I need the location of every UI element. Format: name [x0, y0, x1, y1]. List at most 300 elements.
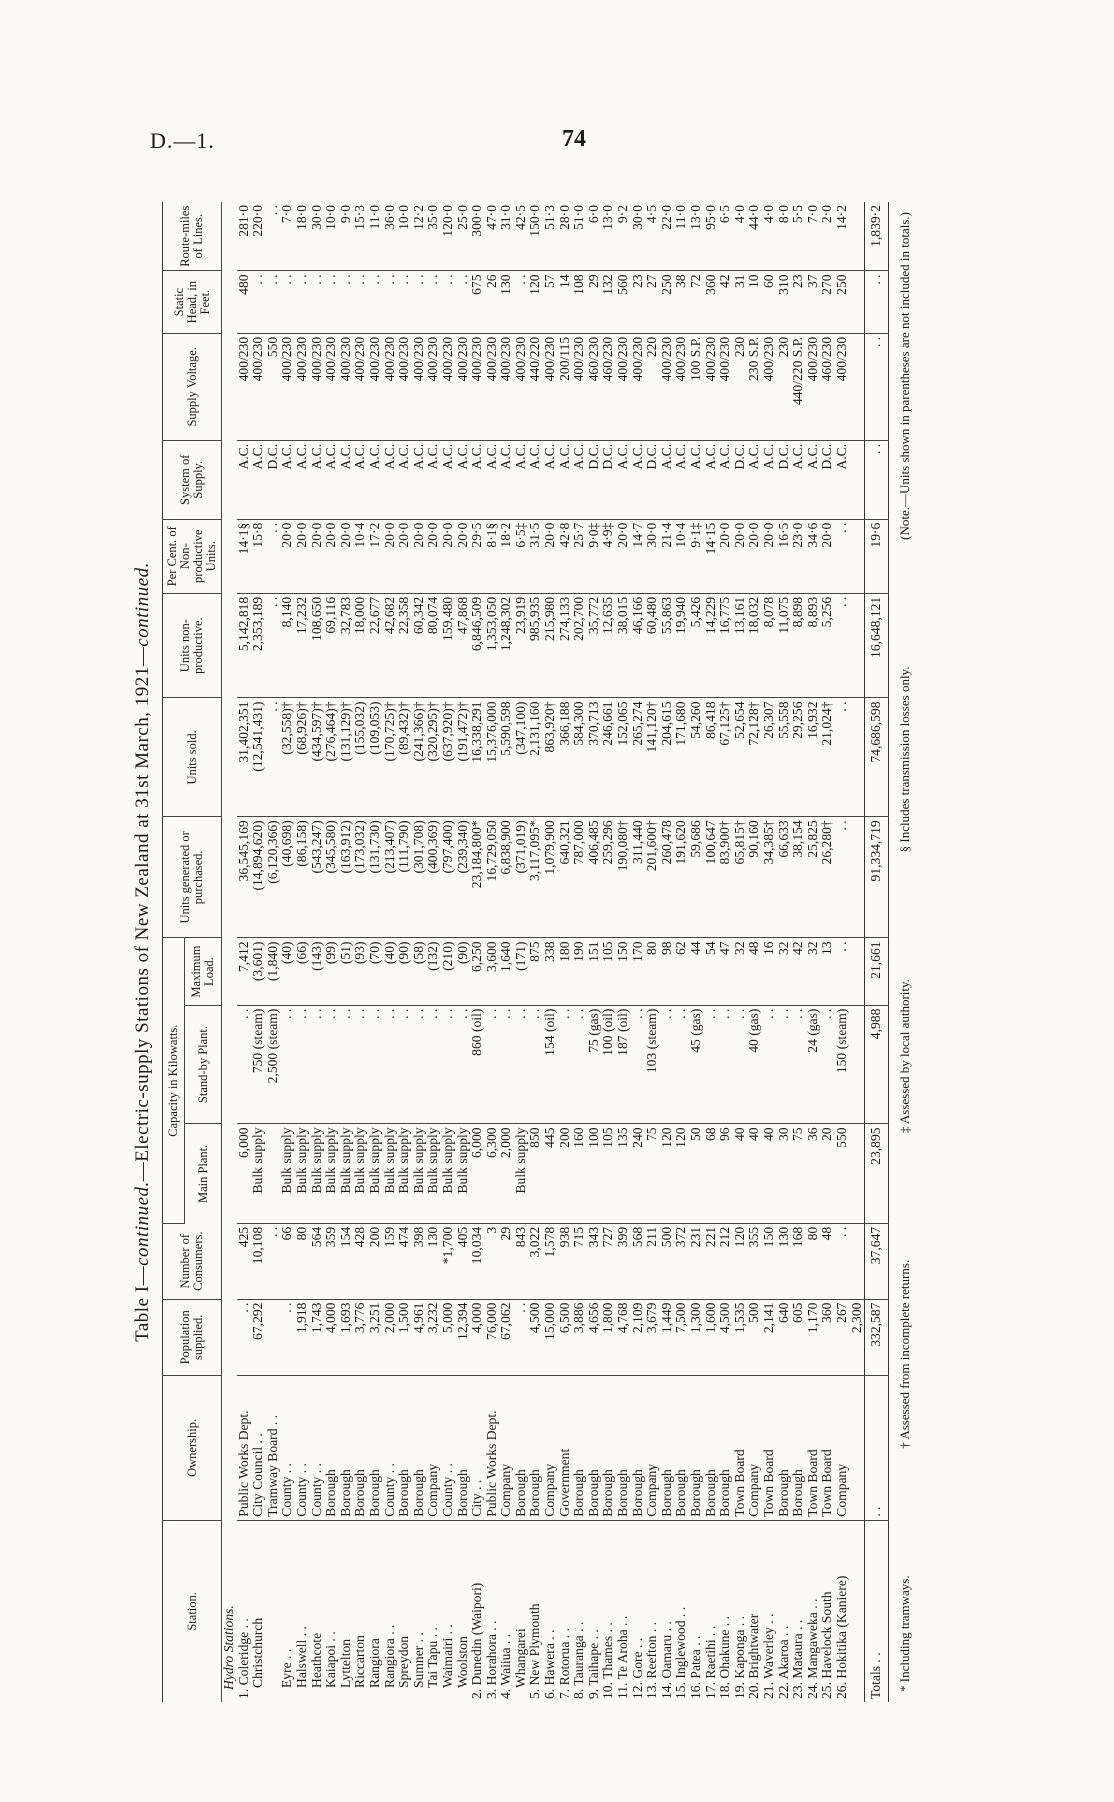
cell-main: Bulk supply [368, 1124, 383, 1223]
cell-nonprod: 1,353,050 [485, 593, 500, 698]
cell-main: Bulk supply [324, 1124, 339, 1223]
cell-voltage [850, 333, 865, 440]
cell-voltage: 400/230 [470, 333, 485, 440]
cell-station: 12. Gore . . [629, 1637, 645, 1699]
table-row [528, 202, 543, 1702]
cell-generated: (400,369) [426, 817, 441, 938]
cell-system: A.C. [747, 440, 762, 519]
cell-route: 120·0 [441, 202, 456, 271]
cell-standby: 100 (oil) [601, 1005, 616, 1124]
cell-route: 25·0 [456, 202, 471, 271]
cell-consumers: 212 [718, 1223, 733, 1299]
cell-population: 76,000 [485, 1299, 500, 1375]
cell-main: 40 [762, 1124, 777, 1223]
cell-head: . . [426, 271, 441, 333]
cell-head: 42 [718, 271, 733, 333]
cell-nonprod: 14,229 [704, 593, 719, 698]
cell-pct: 9·0‡ [587, 519, 602, 593]
cell-maxload: (66) [295, 938, 310, 1005]
cell-ownership: Borough [616, 1376, 631, 1521]
cell-system: A.C. [383, 440, 398, 519]
cell-voltage: 400/230 [251, 333, 266, 440]
cell-standby: 860 (oil) [470, 1005, 485, 1124]
cell-route: 30·0 [310, 202, 325, 271]
cell-voltage: 460/230 [820, 333, 835, 440]
cell-system: A.C. [353, 440, 368, 519]
cell-generated: (239,340) [456, 817, 471, 938]
cell-head: . . [280, 271, 295, 333]
cell-maxload: 16 [762, 938, 777, 1005]
cell-population: 4,961 [412, 1299, 427, 1375]
cell-consumers: 398 [412, 1223, 427, 1299]
cell-system: A.C. [441, 440, 456, 519]
cell-maxload: 80 [645, 938, 660, 1005]
cell-generated: (131,730) [368, 817, 383, 938]
cell-consumers: . . [835, 1223, 850, 1299]
cell-generated: 34,385† [762, 817, 777, 938]
cell-generated: 1,079,900 [543, 817, 558, 938]
cell-system: A.C. [528, 440, 543, 519]
cell-standby: . . [791, 1005, 806, 1124]
cell-standby: 154 (oil) [543, 1005, 558, 1124]
cell-pct: 14·1§ [237, 519, 252, 593]
cell-nonprod: 13,161 [733, 593, 748, 698]
cell-main: Bulk supply [310, 1124, 325, 1223]
cell-head: 14 [558, 271, 573, 333]
cell-voltage: 220 [645, 333, 660, 440]
section-row [222, 202, 237, 1702]
cell-main: Bulk supply [514, 1124, 529, 1223]
cell-nonprod: 5,256 [820, 593, 835, 698]
cell-population: 4,500 [718, 1299, 733, 1375]
cell-sold: 5,590,598 [499, 698, 514, 817]
cell-consumers: 130 [426, 1223, 441, 1299]
cell-ownership: Borough [674, 1376, 689, 1521]
cell-system: A.C. [543, 440, 558, 519]
cell-maxload: (143) [310, 938, 325, 1005]
table-row [383, 202, 398, 1702]
cell-sold: 265,274 [631, 698, 646, 817]
cell-system: A.C. [295, 440, 310, 519]
cell-maxload: 44 [689, 938, 704, 1005]
cell-station: 25. Havelock South [819, 1591, 835, 1699]
cell-main: Bulk supply [397, 1124, 412, 1223]
cell-head: 108 [572, 271, 587, 333]
table-row [558, 202, 573, 1702]
cell-standby: 75 (gas) [587, 1005, 602, 1124]
cell-route: 44·0 [747, 202, 762, 271]
cell-main: 75 [645, 1124, 660, 1223]
col-population: Population supplied. [163, 1299, 222, 1375]
cell-sold: 86,418 [704, 698, 719, 817]
cell-head: . . [295, 271, 310, 333]
cell-system: A.C. [280, 440, 295, 519]
cell-maxload: (90) [456, 938, 471, 1005]
cell-population: 2,109 [631, 1299, 646, 1375]
cell-pct: 17·2 [368, 519, 383, 593]
cell-system: A.C. [704, 440, 719, 519]
cell-route: 11·0 [674, 202, 689, 271]
cell-pct: 34·6 [806, 519, 821, 593]
cell-ownership: Tramway Board . . [266, 1376, 281, 1521]
cell-route: 5·5 [791, 202, 806, 271]
cell-system: A.C. [251, 440, 266, 519]
cell-ownership [850, 1376, 865, 1521]
cell-ownership: Company [747, 1376, 762, 1521]
cell-maxload: 42 [791, 938, 806, 1005]
cell-ownership: Town Board [806, 1376, 821, 1521]
cell-main: Bulk supply [280, 1124, 295, 1223]
cell-sold: (68,926)† [295, 698, 310, 817]
cell-consumers: . . [266, 1223, 281, 1299]
title-prefix: Table I— [132, 1265, 153, 1342]
cell-nonprod: 8,893 [806, 593, 821, 698]
col-route: Route-miles of Lines. [163, 202, 222, 271]
cell-main: 75 [791, 1124, 806, 1223]
cell-sold: 54,260 [689, 698, 704, 817]
cell-voltage: 400/230 [718, 333, 733, 440]
cell-main: 40 [747, 1124, 762, 1223]
cell-voltage: 460/230 [601, 333, 616, 440]
cell-generated: 36,545,169 [237, 817, 252, 938]
cell-route: 28·0 [558, 202, 573, 271]
cell-nonprod: 19,940 [674, 593, 689, 698]
cell-main: Bulk supply [383, 1124, 398, 1223]
cell-standby: . . [674, 1005, 689, 1124]
cell-consumers: 10,108 [251, 1223, 266, 1299]
page-code: D.—1. [150, 128, 215, 153]
cell-standby: . . [499, 1005, 514, 1124]
cell-station: Halswell . . [293, 1626, 309, 1688]
cell-sold: (131,129)† [339, 698, 354, 817]
cell-ownership: County . . [280, 1376, 295, 1521]
cell-ownership: Borough [631, 1376, 646, 1521]
cell-nonprod: 55,863 [660, 593, 675, 698]
cell-generated: 100,647 [704, 817, 719, 938]
cell-ownership: Borough [777, 1376, 792, 1521]
cell-pct: 25·7 [572, 519, 587, 593]
cell-population: 1,449 [660, 1299, 675, 1375]
cell-head: 310 [777, 271, 792, 333]
cell-sold: (241,366)† [412, 698, 427, 817]
cell-head: 57 [543, 271, 558, 333]
cell-station: 23. Mataura . . [790, 1619, 806, 1699]
cell-pct: 20·0 [820, 519, 835, 593]
table-row [791, 202, 806, 1702]
cell-system: A.C. [237, 440, 252, 519]
cell-voltage: 200/115 [558, 333, 573, 440]
cell-head: 26 [485, 271, 500, 333]
cell-route: 8·0 [777, 202, 792, 271]
cell-nonprod: 17,232 [295, 593, 310, 698]
table-row [237, 202, 252, 1702]
cell-maxload: (93) [353, 938, 368, 1005]
cell-standby: . . [820, 1005, 835, 1124]
cell-ownership: Borough [704, 1376, 719, 1521]
cell-voltage: 440/220 S.P. [791, 333, 806, 440]
cell-voltage: 400/230 [704, 333, 719, 440]
cell-voltage: 400/230 [339, 333, 354, 440]
cell-route: 7·0 [806, 202, 821, 271]
cell-station: 2. Dunedin (Waipori) [469, 1582, 485, 1699]
cell-main: 120 [674, 1124, 689, 1223]
cell-standby: . . [324, 1005, 339, 1124]
cell-standby: 750 (steam) [251, 1005, 266, 1124]
cell-pct: 20·0 [339, 519, 354, 593]
cell-voltage: 400/230 [426, 333, 441, 440]
cell-pct: 6·5‡ [514, 519, 529, 593]
col-percent: Per Cent. of Non-productive Units. [163, 519, 222, 593]
cell-route: 12·2 [412, 202, 427, 271]
table-row [470, 202, 485, 1702]
cell-sold: 55,558 [777, 698, 792, 817]
table-row [266, 202, 281, 1702]
cell-voltage: 400/230 [412, 333, 427, 440]
table-title [132, 202, 154, 1702]
cell-standby: . . [426, 1005, 441, 1124]
cell-nonprod: 202,700 [572, 593, 587, 698]
cell-ownership: City . . [470, 1376, 485, 1521]
cell-sold: (191,472)† [456, 698, 471, 817]
cell-station [266, 1520, 281, 1702]
cell-generated: (371,019) [514, 817, 529, 938]
cell-ownership: Borough [514, 1376, 529, 1521]
cell-consumers: 120 [733, 1223, 748, 1299]
cell-consumers: 48 [820, 1223, 835, 1299]
cell-ownership: Company [426, 1376, 441, 1521]
cell-nonprod: . . [266, 593, 281, 698]
cell-voltage: 550 [266, 333, 281, 440]
cell-pct: 15·8 [251, 519, 266, 593]
cell-system: A.C. [762, 440, 777, 519]
cell-pct [850, 519, 865, 593]
table-row [485, 202, 500, 1702]
cell-voltage: 400/230 [383, 333, 398, 440]
cell-pct: 20·0 [397, 519, 412, 593]
cell-route [850, 202, 865, 271]
cell-pct: 20·0 [426, 519, 441, 593]
cell-route: 36·0 [383, 202, 398, 271]
cell-route: 35·0 [426, 202, 441, 271]
cell-nonprod: 46,166 [631, 593, 646, 698]
cell-ownership: Borough [689, 1376, 704, 1521]
cell-generated: (213,407) [383, 817, 398, 938]
cell-ownership: Borough [324, 1376, 339, 1521]
totals-station: Totals . . [865, 1520, 889, 1702]
cell-population: 4,500 [528, 1299, 543, 1375]
cell-population: 2,300 [850, 1299, 865, 1375]
cell-standby: . . [485, 1005, 500, 1124]
cell-consumers: 355 [747, 1223, 762, 1299]
cell-station: 20. Brightwater [746, 1613, 762, 1699]
cell-maxload: 48 [747, 938, 762, 1005]
totals-sold: 74,686,598 [865, 698, 889, 817]
cell-voltage: 400/230 [674, 333, 689, 440]
cell-pct: . . [266, 519, 281, 593]
cell-ownership: Borough [397, 1376, 412, 1521]
cell-generated: 59,686 [689, 817, 704, 938]
cell-sold: 29,256 [791, 698, 806, 817]
cell-voltage: 400/230 [441, 333, 456, 440]
col-generated: Units generated or purchased. [163, 817, 222, 938]
table-row [397, 202, 412, 1702]
cell-standby [850, 1005, 865, 1124]
cell-generated: 6,838,900 [499, 817, 514, 938]
cell-voltage: 400/230 [806, 333, 821, 440]
cell-standby: . . [280, 1005, 295, 1124]
cell-main: Bulk supply [456, 1124, 471, 1223]
cell-standby: 103 (steam) [645, 1005, 660, 1124]
cell-pct: . . [835, 519, 850, 593]
cell-head: . . [324, 271, 339, 333]
cell-ownership: Borough [718, 1376, 733, 1521]
cell-system: D.C. [645, 440, 660, 519]
cell-consumers: 10,034 [470, 1223, 485, 1299]
cell-station: 24. Mangaweka . . [804, 1598, 820, 1699]
cell-nonprod: 23,919 [514, 593, 529, 698]
cell-main [266, 1124, 281, 1223]
cell-voltage: 400/230 [324, 333, 339, 440]
cell-consumers [850, 1223, 865, 1299]
cell-population: 4,000 [324, 1299, 339, 1375]
cell-consumers: 211 [645, 1223, 660, 1299]
cell-nonprod: 274,133 [558, 593, 573, 698]
cell-head: 270 [820, 271, 835, 333]
cell-route: 95·0 [704, 202, 719, 271]
cell-sold: (347,100) [514, 698, 529, 817]
cell-system: A.C. [791, 440, 806, 519]
cell-pct: 16·5 [777, 519, 792, 593]
cell-main: 135 [616, 1124, 631, 1223]
cell-sold: 15,376,000 [485, 698, 500, 817]
col-main-plant: Main Plant. [185, 1124, 222, 1223]
cell-voltage: 400/230 [295, 333, 310, 440]
cell-ownership: Company [645, 1376, 660, 1521]
cell-head: . . [310, 271, 325, 333]
cell-system: A.C. [718, 440, 733, 519]
cell-standby: 2,500 (steam) [266, 1005, 281, 1124]
cell-sold: 21,024† [820, 698, 835, 817]
cell-generated: (345,580) [324, 817, 339, 938]
cell-maxload: 47 [718, 938, 733, 1005]
cell-main: 6,000 [470, 1124, 485, 1223]
col-voltage: Supply Voltage. [163, 333, 222, 440]
cell-sold: 246,661 [601, 698, 616, 817]
cell-generated: 16,729,050 [485, 817, 500, 938]
cell-population: 4,768 [616, 1299, 631, 1375]
cell-ownership: Company [835, 1376, 850, 1521]
cell-population: 15,000 [543, 1299, 558, 1375]
cell-main: 120 [660, 1124, 675, 1223]
cell-station: 4. Waiiua . . [498, 1633, 514, 1699]
cell-standby: . . [660, 1005, 675, 1124]
cell-station: Woolston [454, 1636, 470, 1688]
footnote: † Assessed from incomplete returns. [896, 1259, 912, 1449]
cell-generated: 23,184,800* [470, 817, 485, 938]
cell-consumers: 3 [485, 1223, 500, 1299]
cell-standby: . . [383, 1005, 398, 1124]
cell-main: Bulk supply [295, 1124, 310, 1223]
cell-population: . . [237, 1299, 252, 1375]
cell-standby: . . [237, 1005, 252, 1124]
table-row [426, 202, 441, 1702]
cell-main: 2,000 [499, 1124, 514, 1223]
cell-route: 150·0 [528, 202, 543, 271]
cell-standby: . . [412, 1005, 427, 1124]
table-row [762, 202, 777, 1702]
cell-ownership: Borough [791, 1376, 806, 1521]
cell-head: . . [383, 271, 398, 333]
cell-maxload: (99) [324, 938, 339, 1005]
cell-voltage: 400/230 [353, 333, 368, 440]
cell-generated: (163,912) [339, 817, 354, 938]
cell-sold: 366,188 [558, 698, 573, 817]
cell-voltage: 400/230 [572, 333, 587, 440]
cell-population: 3,232 [426, 1299, 441, 1375]
cell-route: 4·5 [645, 202, 660, 271]
cell-system: A.C. [616, 440, 631, 519]
cell-population: 4,000 [470, 1299, 485, 1375]
cell-pct: 30·0 [645, 519, 660, 593]
table-row [806, 202, 821, 1702]
cell-main: Bulk supply [353, 1124, 368, 1223]
cell-sold: 141,120† [645, 698, 660, 817]
table-row [718, 202, 733, 1702]
cell-maxload: 151 [587, 938, 602, 1005]
cell-standby: 24 (gas) [806, 1005, 821, 1124]
cell-system: A.C. [456, 440, 471, 519]
table-row [353, 202, 368, 1702]
cell-population: 5,000 [441, 1299, 456, 1375]
cell-pct: 20·0 [718, 519, 733, 593]
cell-route: 11·0 [368, 202, 383, 271]
cell-nonprod: 22,358 [397, 593, 412, 698]
table-row [339, 202, 354, 1702]
cell-maxload: 180 [558, 938, 573, 1005]
footnote: ‡ Assessed by local authority. [896, 979, 912, 1134]
cell-route: 13·0 [689, 202, 704, 271]
cell-station: 13. Reefton . . [644, 1621, 660, 1699]
cell-system: A.C. [470, 440, 485, 519]
footnotes [897, 202, 913, 1702]
cell-nonprod: 47,868 [456, 593, 471, 698]
cell-system: A.C. [339, 440, 354, 519]
cell-consumers: 1,578 [543, 1223, 558, 1299]
cell-station [850, 1520, 865, 1702]
cell-maxload: (51) [339, 938, 354, 1005]
cell-head: . . [441, 271, 456, 333]
cell-standby: . . [704, 1005, 719, 1124]
cell-route: 42·5 [514, 202, 529, 271]
cell-route: . . [266, 202, 281, 271]
cell-station: 11. Te Aroha . . [615, 1615, 631, 1699]
table-row [456, 202, 471, 1702]
cell-generated: 190,080† [616, 817, 631, 938]
cell-pct: 10·4 [674, 519, 689, 593]
cell-sold: 863,920† [543, 698, 558, 817]
cell-system: D.C. [266, 440, 281, 519]
cell-maxload: 98 [660, 938, 675, 1005]
cell-pct: 20·0 [747, 519, 762, 593]
cell-station: Kaiapoi . . [323, 1631, 339, 1688]
cell-nonprod: 60,480 [645, 593, 660, 698]
cell-main: 96 [718, 1124, 733, 1223]
cell-generated: 406,485 [587, 817, 602, 938]
cell-consumers: 130 [777, 1223, 792, 1299]
cell-nonprod: 32,783 [339, 593, 354, 698]
cell-system: D.C. [733, 440, 748, 519]
cell-station: Spreydon [396, 1635, 412, 1688]
